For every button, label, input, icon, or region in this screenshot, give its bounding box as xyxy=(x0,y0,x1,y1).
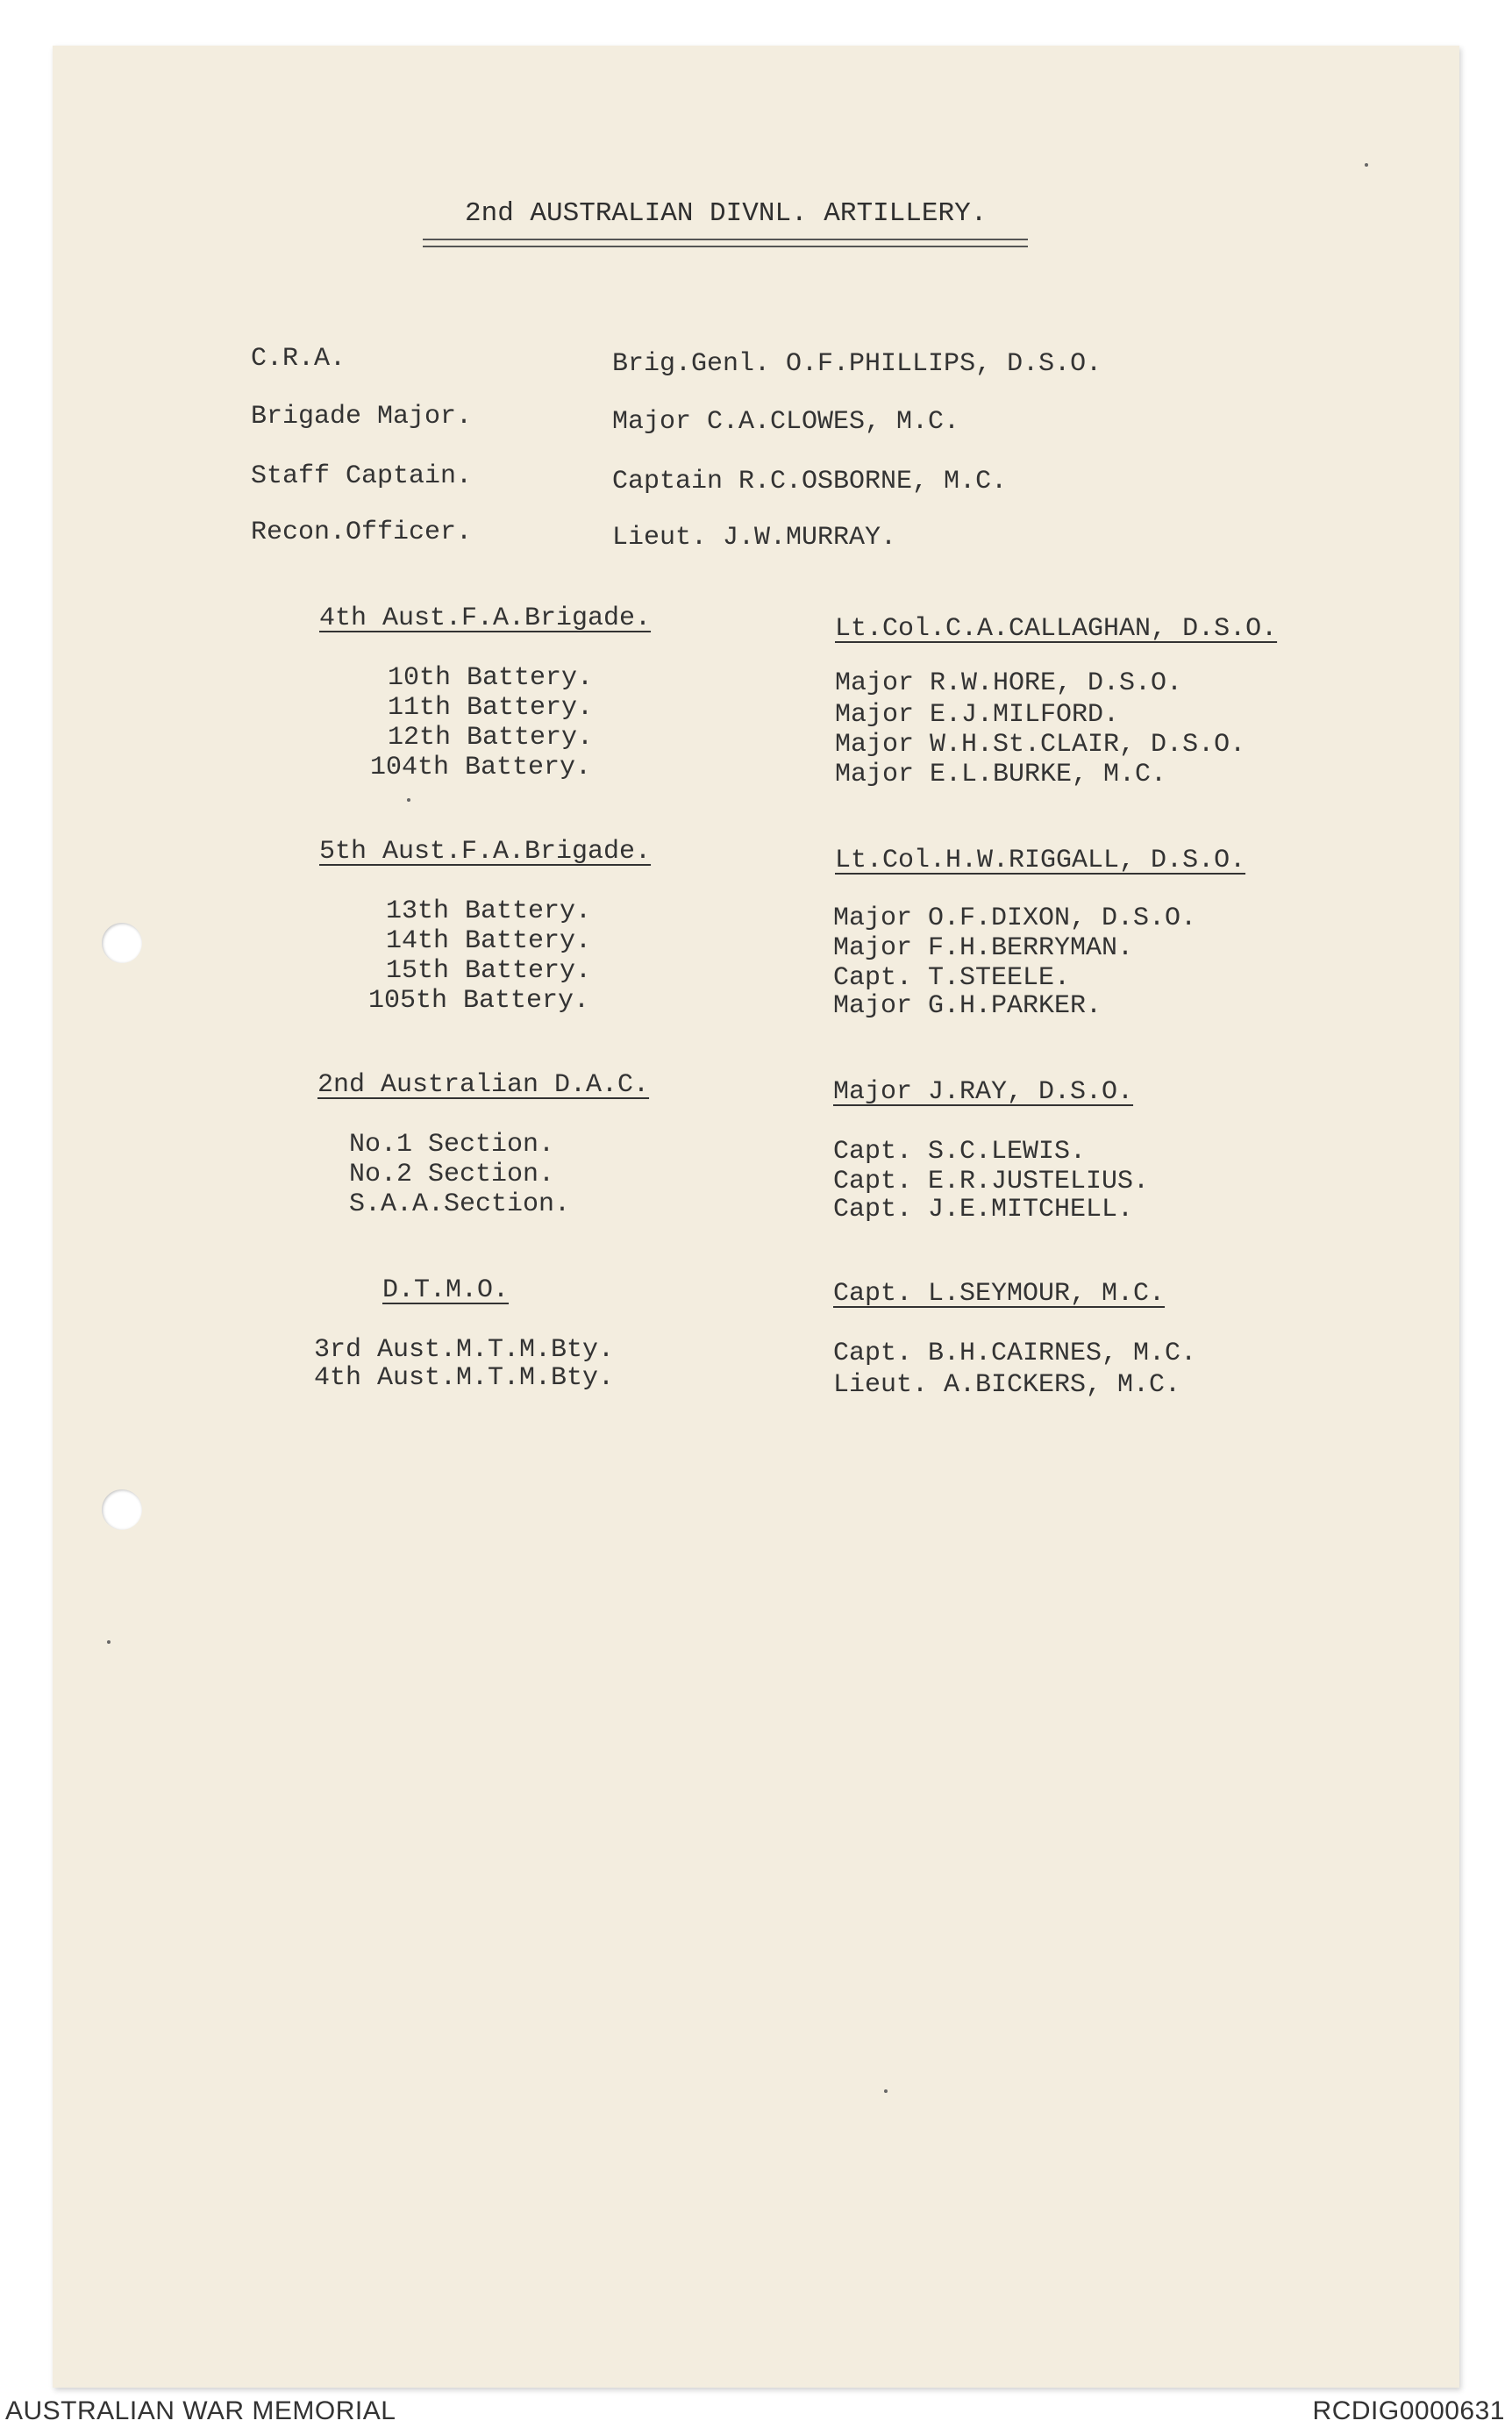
unit-heading: 5th Aust.F.A.Brigade. xyxy=(319,837,652,867)
staff-role: Brigade Major. xyxy=(251,402,473,432)
paper-speck xyxy=(884,2089,888,2093)
staff-role: Recon.Officer. xyxy=(251,518,473,547)
subunit-officer: Major E.J.MILFORD. xyxy=(835,700,1120,730)
subunit-officer: Major E.L.BURKE, M.C. xyxy=(835,760,1167,789)
subunit-officer: Major G.H.PARKER. xyxy=(833,991,1102,1021)
subunit: 4th Aust.M.T.M.Bty. xyxy=(314,1363,615,1393)
paper-speck xyxy=(107,1640,111,1644)
subunit-officer: Capt. B.H.CAIRNES, M.C. xyxy=(833,1339,1197,1368)
subunit-officer: Capt. J.E.MITCHELL. xyxy=(833,1195,1134,1225)
subunit: 13th Battery. xyxy=(386,896,592,926)
paper-speck xyxy=(1365,163,1368,167)
subunit-officer: Lieut. A.BICKERS, M.C. xyxy=(833,1370,1181,1400)
footer-institution: AUSTRALIAN WAR MEMORIAL xyxy=(5,2396,396,2425)
paper-speck xyxy=(407,798,410,802)
unit-commander: Capt. L.SEYMOUR, M.C. xyxy=(833,1279,1166,1309)
punch-hole-bottom xyxy=(102,1489,142,1530)
staff-name: Brig.Genl. O.F.PHILLIPS, D.S.O. xyxy=(612,349,1102,379)
subunit: S.A.A.Section. xyxy=(349,1189,571,1219)
subunit-officer: Capt. E.R.JUSTELIUS. xyxy=(833,1167,1150,1196)
staff-role: C.R.A. xyxy=(251,344,346,374)
unit-commander: Lt.Col.C.A.CALLAGHAN, D.S.O. xyxy=(835,614,1278,644)
subunit: 11th Battery. xyxy=(388,693,594,723)
staff-role: Staff Captain. xyxy=(251,461,473,491)
unit-commander: Major J.RAY, D.S.O. xyxy=(833,1077,1134,1107)
subunit-officer: Capt. T.STEELE. xyxy=(833,963,1071,993)
subunit: 104th Battery. xyxy=(370,753,592,782)
subunit: 3rd Aust.M.T.M.Bty. xyxy=(314,1335,615,1365)
unit-heading: D.T.M.O. xyxy=(382,1275,510,1305)
subunit: 10th Battery. xyxy=(388,663,594,693)
punch-hole-top xyxy=(102,923,142,963)
unit-commander: Lt.Col.H.W.RIGGALL, D.S.O. xyxy=(835,846,1246,875)
subunit-officer: Capt. S.C.LEWIS. xyxy=(833,1137,1087,1167)
subunit-officer: Major O.F.DIXON, D.S.O. xyxy=(833,903,1197,933)
subunit: No.2 Section. xyxy=(349,1160,555,1189)
staff-name: Major C.A.CLOWES, M.C. xyxy=(612,407,960,437)
subunit-officer: Major R.W.HORE, D.S.O. xyxy=(835,668,1183,698)
subunit-officer: Major F.H.BERRYMAN. xyxy=(833,933,1134,963)
unit-heading: 2nd Australian D.A.C. xyxy=(317,1070,650,1100)
subunit: No.1 Section. xyxy=(349,1130,555,1160)
subunit: 12th Battery. xyxy=(388,723,594,753)
subunit: 105th Battery. xyxy=(368,986,590,1016)
title-double-underline xyxy=(423,239,1028,247)
subunit: 14th Battery. xyxy=(386,926,592,956)
staff-name: Lieut. J.W.MURRAY. xyxy=(612,523,897,553)
unit-heading: 4th Aust.F.A.Brigade. xyxy=(319,603,652,633)
subunit: 15th Battery. xyxy=(386,956,592,986)
document-page xyxy=(53,46,1459,2388)
footer-reference-id: RCDIG0000631 xyxy=(1312,2396,1505,2425)
subunit-officer: Major W.H.St.CLAIR, D.S.O. xyxy=(835,730,1246,760)
staff-name: Captain R.C.OSBORNE, M.C. xyxy=(612,467,1008,496)
document-title: 2nd AUSTRALIAN DIVNL. ARTILLERY. xyxy=(465,198,988,229)
